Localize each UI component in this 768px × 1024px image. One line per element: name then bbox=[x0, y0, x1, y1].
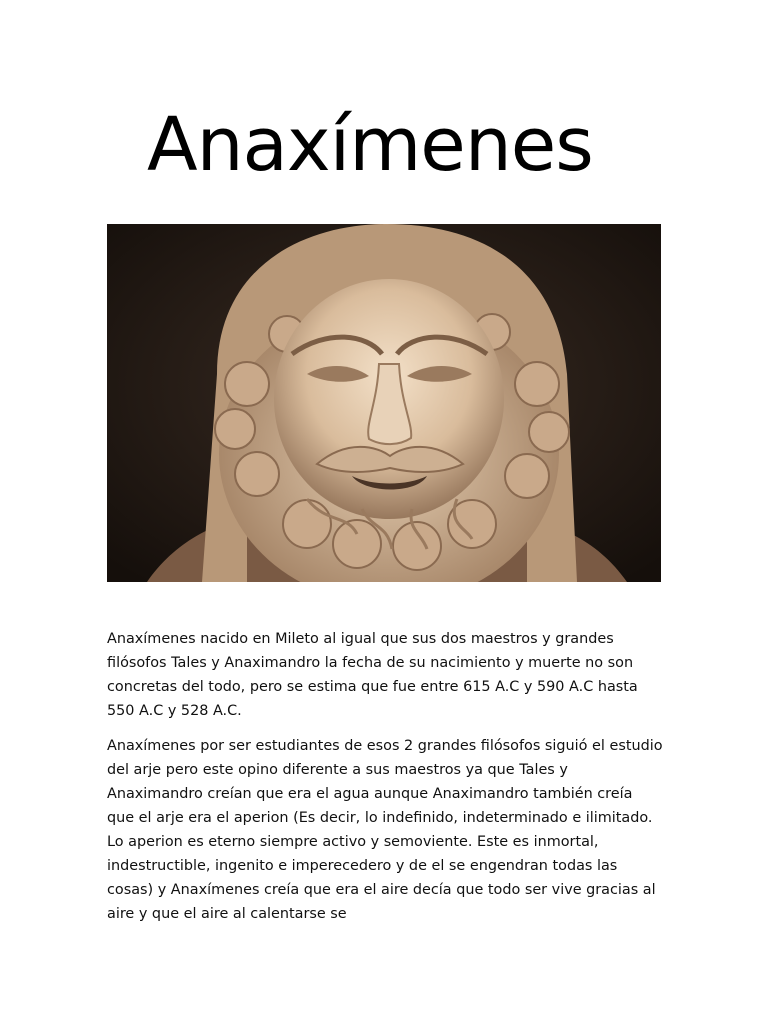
paragraph-2: Anaxímenes por ser estudiantes de esos 2 grandes filósofos siguió el estudio del arje pero este opino diferente a sus maestros ya que Tales y Anaximandro creían que era el agua aunque Anaximandro también creía que el arje era el aperion (Es decir, lo indefinido, indeterminado e ilimitado. Lo aperion es eterno siempre activo y semoviente. Este es inmortal, indestructible, ingenito e imperecedero y de el se engendran todas las cosas) y Anaxímenes creía que era el aire decía que todo ser vive gracias al aire y que el aire al calentarse se bbox=[107, 738, 663, 922]
bust-portrait-image bbox=[107, 224, 661, 582]
page-title: Anaxímenes bbox=[147, 102, 593, 188]
paragraph-1: Anaxímenes nacido en Mileto al igual que sus dos maestros y grandes filósofos Tales y Anaximandro la fecha de su nacimiento y muerte no son concretas del todo, pero se estima que fue entre 615 A.C y 590 A.C hasta 550 A.C y 528 A.C. bbox=[107, 631, 638, 719]
